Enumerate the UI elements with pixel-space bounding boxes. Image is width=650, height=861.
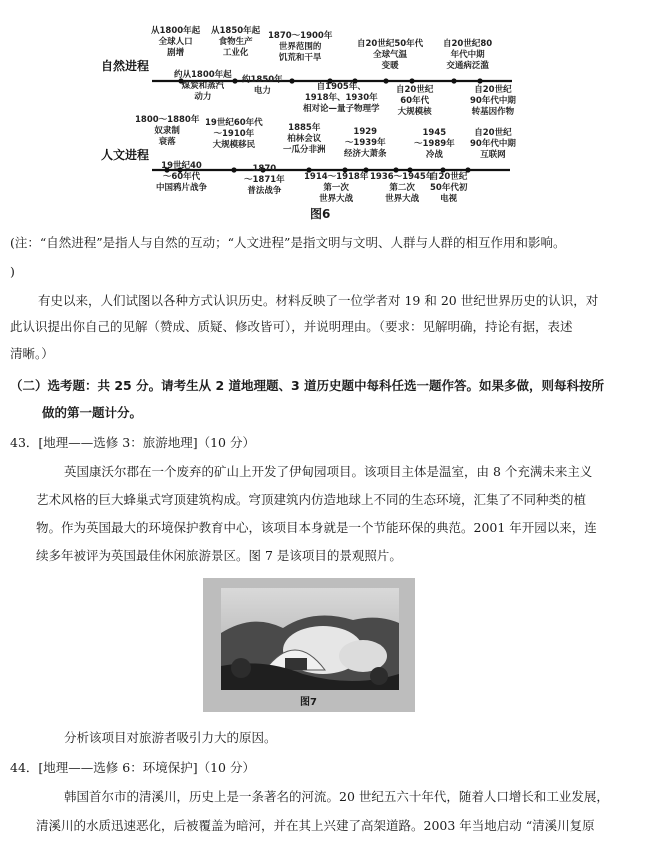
- human-event: 1914～1918年 第一次 世界大战: [304, 172, 369, 204]
- q44-paragraph: 韩国首尔市的清溪川，历史上是一条著名的河流。20 世纪五六十年代，随着人口增长和工业发展，: [64, 789, 609, 804]
- question-line: 此认识提出你自己的见解（赞成、质疑、修改皆可），并说明理由。（要求：见解明确，持论有据，表述: [10, 319, 573, 334]
- human-event: 1885年 柏林会议 一瓜分非洲: [283, 123, 326, 155]
- section-heading: 做的第一题计分。: [42, 405, 143, 420]
- q43-title: 43．[地理——选修 3：旅游地理]（10 分）: [10, 435, 255, 450]
- natural-event: 约从1800年起 煤炭和蒸汽 动力: [174, 70, 232, 102]
- human-event: 自20世纪 50年代初 电视: [430, 172, 468, 204]
- human-event: 1870 ～1871年 普法战争: [244, 164, 285, 196]
- human-event: 1800～1880年 奴隶制 衰落: [135, 115, 200, 147]
- natural-event: 从1800年起 全球人口 剧增: [151, 26, 201, 58]
- human-axis-label: 人文进程: [101, 148, 150, 162]
- natural-event: 自20世纪 90年代中期 转基因作物: [470, 85, 516, 117]
- figure-6-caption: 图6: [310, 207, 331, 221]
- q43-paragraph: 艺术风格的巨大蜂巢式穹顶建筑构成。穹顶建筑内仿造地球上不同的生态环境，汇集了不同种类的植: [36, 492, 587, 507]
- figure-7-caption: 图7: [300, 697, 317, 708]
- figure-7-photo: [203, 578, 415, 712]
- q44-paragraph: 清溪川的水质迅速恶化，后被覆盖为暗河，并在其上兴建了高架道路。2003 年当地启动 “清溪川复原: [36, 818, 595, 833]
- natural-event: 自20世纪50年代 全球气温 变暖: [357, 39, 424, 71]
- human-event: 1936～1945年 第二次 世界大战: [370, 172, 435, 204]
- question-line: 有史以来，人们试图以各种方式认识历史。材料反映了一位学者对 19 和 20 世纪世界历史的认识，对: [38, 293, 599, 308]
- natural-event: 自20世纪 60年代 大规模核: [396, 85, 434, 117]
- q43-paragraph: 英国康沃尔郡在一个废弃的矿山上开发了伊甸园项目。该项目主体是温室，由 8 个充满未来主义: [64, 464, 593, 479]
- natural-event: 1870～1900年 世界范围的 饥荒和干旱: [268, 31, 333, 63]
- human-event: 19世纪40 ～60年代 中国鸦片战争: [156, 161, 208, 193]
- q44-title: 44．[地理——选修 6：环境保护]（10 分）: [10, 760, 255, 775]
- natural-axis-label: 自然进程: [101, 59, 150, 73]
- q43-paragraph: 物。作为英国最大的环境保护教育中心，该项目本身就是一个节能环保的典范。2001 年开园以来，连: [36, 520, 597, 535]
- human-event: 1929 ～1939年 经济大萧条: [344, 127, 387, 159]
- section-heading: （二）选考题：共 25 分。请考生从 2 道地理题、3 道历史题中每科任选一题作答。如果多做，则每科按所: [10, 378, 605, 393]
- figure-note-close: ): [10, 264, 15, 279]
- human-event: 19世纪60年代 ～1910年 大规模移民: [205, 118, 263, 150]
- natural-event: 从1850年起 食物生产 工业化: [211, 26, 261, 58]
- figure-note: (注：“自然进程”是指人与自然的互动；“人文进程”是指文明与文明、人群与人群的相互作用和影响。: [10, 235, 566, 250]
- q43-paragraph: 续多年被评为英国最佳休闲旅游景区。图 7 是该项目的景观照片。: [36, 548, 402, 563]
- question-line: 清晰。）: [10, 346, 54, 361]
- natural-event: 约1850年 电力: [242, 75, 283, 96]
- eden-project-domes-image: [203, 578, 415, 712]
- human-event: 1945 ～1989年 冷战: [414, 128, 455, 160]
- natural-event: 自20世纪80 年代中期 交通病泛滥: [443, 39, 493, 71]
- natural-event: 自1905年、 1918年、1930年 相对论—量子物理学: [303, 82, 380, 114]
- human-event: 自20世纪 90年代中期 互联网: [470, 128, 516, 160]
- q43-task: 分析该项目对旅游者吸引力大的原因。: [64, 730, 277, 745]
